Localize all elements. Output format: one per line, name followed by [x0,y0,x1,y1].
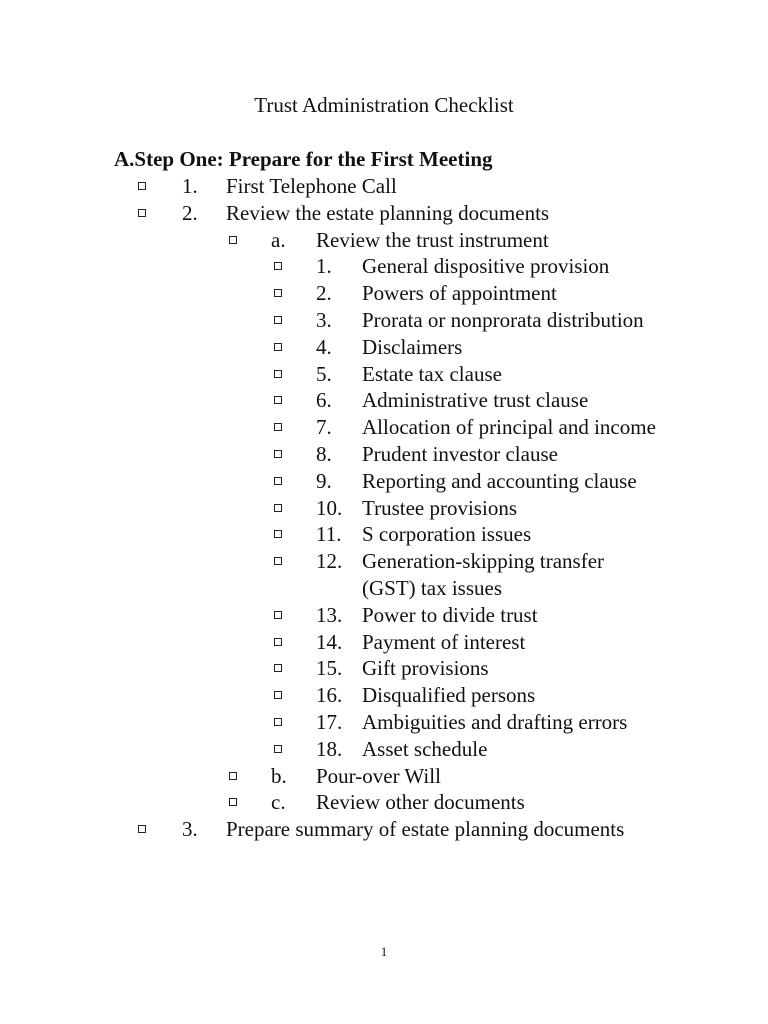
item-number: 15. [316,656,343,681]
checkbox-icon[interactable] [274,343,282,351]
item-number: 3. [182,817,198,842]
checklist-item [0,709,768,736]
checklist-item [0,789,768,816]
item-text [362,334,462,361]
item-text-line: General dispositive provision [362,254,610,279]
checklist-item [0,736,768,763]
checkbox-icon[interactable] [274,262,282,270]
item-text-line: Estate tax clause [362,361,502,386]
checkbox-icon[interactable] [274,504,282,512]
item-number: 10. [316,495,343,520]
checklist-item [0,629,768,656]
page-number: 1 [380,944,388,959]
checkbox-icon[interactable] [274,530,282,538]
item-number: b. [271,763,287,788]
item-number: 11. [316,522,342,547]
item-text-line: Power to divide trust [362,602,538,627]
checklist-item [0,173,768,200]
checklist-item [0,334,768,361]
item-text-line: Asset schedule [362,736,488,761]
item-number: 4. [316,334,332,359]
checklist-item [0,816,768,843]
item-text-line: Review other documents [316,790,525,815]
item-text-line: Powers of appointment [362,281,557,306]
item-number: 18. [316,736,343,761]
checklist-item [0,307,768,334]
item-number: 17. [316,709,343,734]
checklist-item [0,253,768,280]
item-text [362,253,609,280]
checkbox-icon[interactable] [274,718,282,726]
checklist-item [0,602,768,629]
item-text [362,280,557,307]
item-number: 6. [316,388,332,413]
item-text [316,789,525,816]
checklist-item [0,495,768,522]
item-text-line: (GST) tax issues [362,575,502,600]
document-title: Trust Administration Checklist [254,93,514,117]
item-text [362,655,489,682]
item-number: 13. [316,602,343,627]
item-text-line: Generation-skipping transfer [362,549,605,574]
item-text-line: Gift provisions [362,656,489,681]
checkbox-icon[interactable] [274,289,282,297]
checkbox-icon[interactable] [229,798,237,806]
item-text [362,495,517,522]
item-text-line: Allocation of principal and income [362,415,656,440]
item-text [362,521,531,548]
item-text [362,468,637,495]
item-text-line: Trustee provisions [362,495,517,520]
checkbox-icon[interactable] [274,423,282,431]
item-text [362,414,656,441]
checklist-item [0,280,768,307]
item-text-line: Ambiguities and drafting errors [362,709,628,734]
checkbox-icon[interactable] [229,236,237,244]
checklist-item [0,227,768,254]
item-number: 5. [316,361,332,386]
item-text [226,173,397,200]
item-text [362,709,627,736]
checklist-item [0,361,768,388]
item-number: 1. [316,254,332,279]
checkbox-icon[interactable] [274,691,282,699]
item-text [316,227,549,254]
checkbox-icon[interactable] [274,370,282,378]
checkbox-icon[interactable] [138,209,146,217]
checkbox-icon[interactable] [138,825,146,833]
item-number: 2. [182,200,198,225]
item-text-line: Payment of interest [362,629,526,654]
checklist-item [0,441,768,468]
item-text-line: First Telephone Call [226,174,397,198]
item-text [226,816,624,843]
item-number: 1. [182,174,198,198]
checklist-item [0,468,768,495]
item-text-line: Disclaimers [362,334,463,359]
item-text [362,629,525,656]
checkbox-icon[interactable] [138,182,146,190]
checkbox-icon[interactable] [274,477,282,485]
checklist-item [0,763,768,790]
item-text [362,307,644,334]
item-text [362,602,538,629]
item-text-line: Prorata or nonprorata distribution [362,307,644,332]
checklist-item [0,414,768,441]
item-text-line: Pour-over Will [316,763,441,788]
item-text-line: Prudent investor clause [362,441,558,466]
checkbox-icon[interactable] [274,664,282,672]
checkbox-icon[interactable] [274,557,282,565]
item-number: c. [271,790,286,815]
item-text-line: Administrative trust clause [362,388,589,413]
checklist-item [0,548,768,602]
checkbox-icon[interactable] [274,396,282,404]
item-number: a. [271,227,286,252]
checkbox-icon[interactable] [274,745,282,753]
checklist-item [0,387,768,414]
item-text [316,763,441,790]
checklist-item [0,655,768,682]
item-number: 2. [316,281,332,306]
item-text-line: Reporting and accounting clause [362,468,637,493]
checklist-item [0,682,768,709]
item-text-line: Disqualified persons [362,683,536,708]
item-number: 12. [316,549,343,574]
checkbox-icon[interactable] [229,772,237,780]
item-number: 7. [316,415,332,440]
checklist-item [0,521,768,548]
item-text-line: Review the trust instrument [316,227,549,252]
item-number: 16. [316,683,343,708]
item-number: 3. [316,307,332,332]
checkbox-icon[interactable] [274,638,282,646]
item-text [226,200,549,227]
checklist [0,173,768,843]
checkbox-icon[interactable] [274,316,282,324]
item-text-line: S corporation issues [362,522,532,547]
item-text [362,736,487,763]
checkbox-icon[interactable] [274,611,282,619]
item-number: 8. [316,441,332,466]
item-text [362,441,558,468]
item-number: 14. [316,629,343,654]
checkbox-icon[interactable] [274,450,282,458]
item-text [362,361,502,388]
section-heading: A.Step One: Prepare for the First Meeting [114,147,493,171]
item-number: 9. [316,468,332,493]
item-text [362,387,588,414]
item-text-line: Review the estate planning documents [226,200,550,225]
checklist-item [0,200,768,227]
item-text [362,682,535,709]
item-text-line: Prepare summary of estate planning documents [226,817,625,842]
item-text [362,548,604,602]
